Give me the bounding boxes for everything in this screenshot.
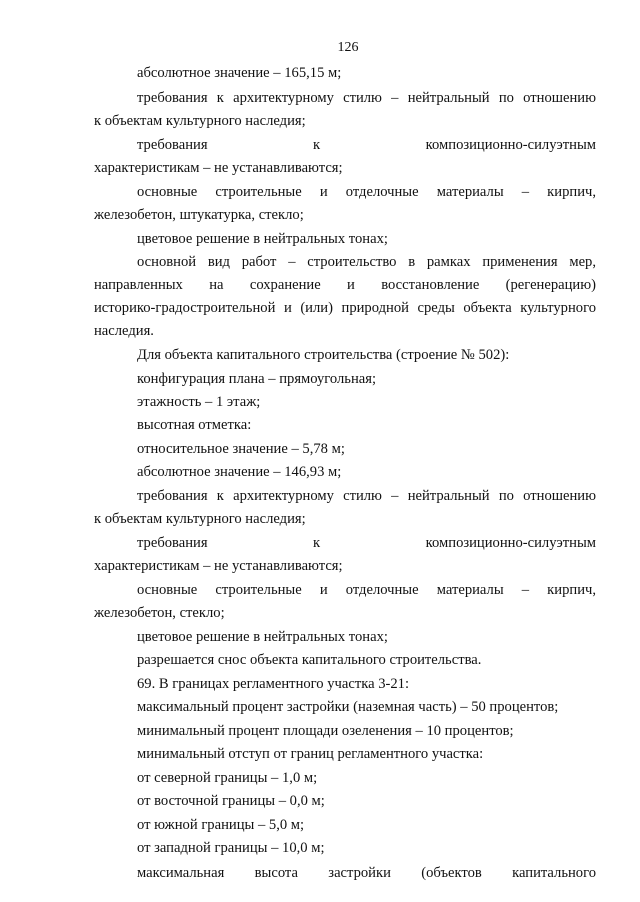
text-line: максимальная высота застройки (объектов капитального — [137, 865, 596, 881]
text-line: минимальный процент площади озеленения – 10 процентов; — [137, 723, 514, 739]
text-line: требования к композиционно-силуэтным — [137, 535, 596, 551]
text-line: историко-градостроительной и (или) природной среды объекта культурного — [94, 300, 596, 316]
text-line: относительное значение – 5,78 м; — [137, 441, 345, 457]
text-line: от восточной границы – 0,0 м; — [137, 793, 325, 809]
text-line: наследия. — [94, 323, 154, 339]
text-line: от западной границы – 10,0 м; — [137, 840, 325, 856]
text-line: этажность – 1 этаж; — [137, 394, 261, 410]
text-line: характеристикам – не устанавливаются; — [94, 558, 343, 574]
text-line: основные строительные и отделочные материалы – кирпич, — [137, 184, 596, 200]
page-number: 126 — [337, 40, 359, 55]
text-line: к объектам культурного наследия; — [94, 511, 306, 527]
text-line: основной вид работ – строительство в рамках применения мер, — [137, 254, 596, 270]
text-line: минимальный отступ от границ регламентного участка: — [137, 746, 484, 762]
text-line: железобетон, штукатурка, стекло; — [94, 207, 304, 223]
text-line: абсолютное значение – 146,93 м; — [137, 464, 342, 480]
text-line: высотная отметка: — [137, 417, 252, 433]
text-line: 69. В границах регламентного участка 3-21: — [137, 676, 410, 692]
text-line: железобетон, стекло; — [94, 605, 225, 621]
text-line: разрешается снос объекта капитального строительства. — [137, 652, 482, 668]
text-line: характеристикам – не устанавливаются; — [94, 160, 343, 176]
text-line: основные строительные и отделочные материалы – кирпич, — [137, 582, 596, 598]
text-line: цветовое решение в нейтральных тонах; — [137, 629, 388, 645]
text-line: требования к архитектурному стилю – нейтральный по отношению — [137, 488, 596, 504]
text-line: абсолютное значение – 165,15 м; — [137, 65, 342, 81]
text-line: требования к архитектурному стилю – нейтральный по отношению — [137, 90, 596, 106]
text-line: требования к композиционно-силуэтным — [137, 137, 596, 153]
text-line: максимальный процент застройки (наземная часть) – 50 процентов; — [137, 699, 559, 715]
text-line: к объектам культурного наследия; — [94, 113, 306, 129]
text-line: направленных на сохранение и восстановление (регенерацию) — [94, 277, 596, 293]
text-line: цветовое решение в нейтральных тонах; — [137, 231, 388, 247]
text-line: от южной границы – 5,0 м; — [137, 817, 305, 833]
text-line: Для объекта капитального строительства (строение № 502): — [137, 347, 510, 363]
text-line: конфигурация плана – прямоугольная; — [137, 371, 377, 387]
text-line: от северной границы – 1,0 м; — [137, 770, 318, 786]
